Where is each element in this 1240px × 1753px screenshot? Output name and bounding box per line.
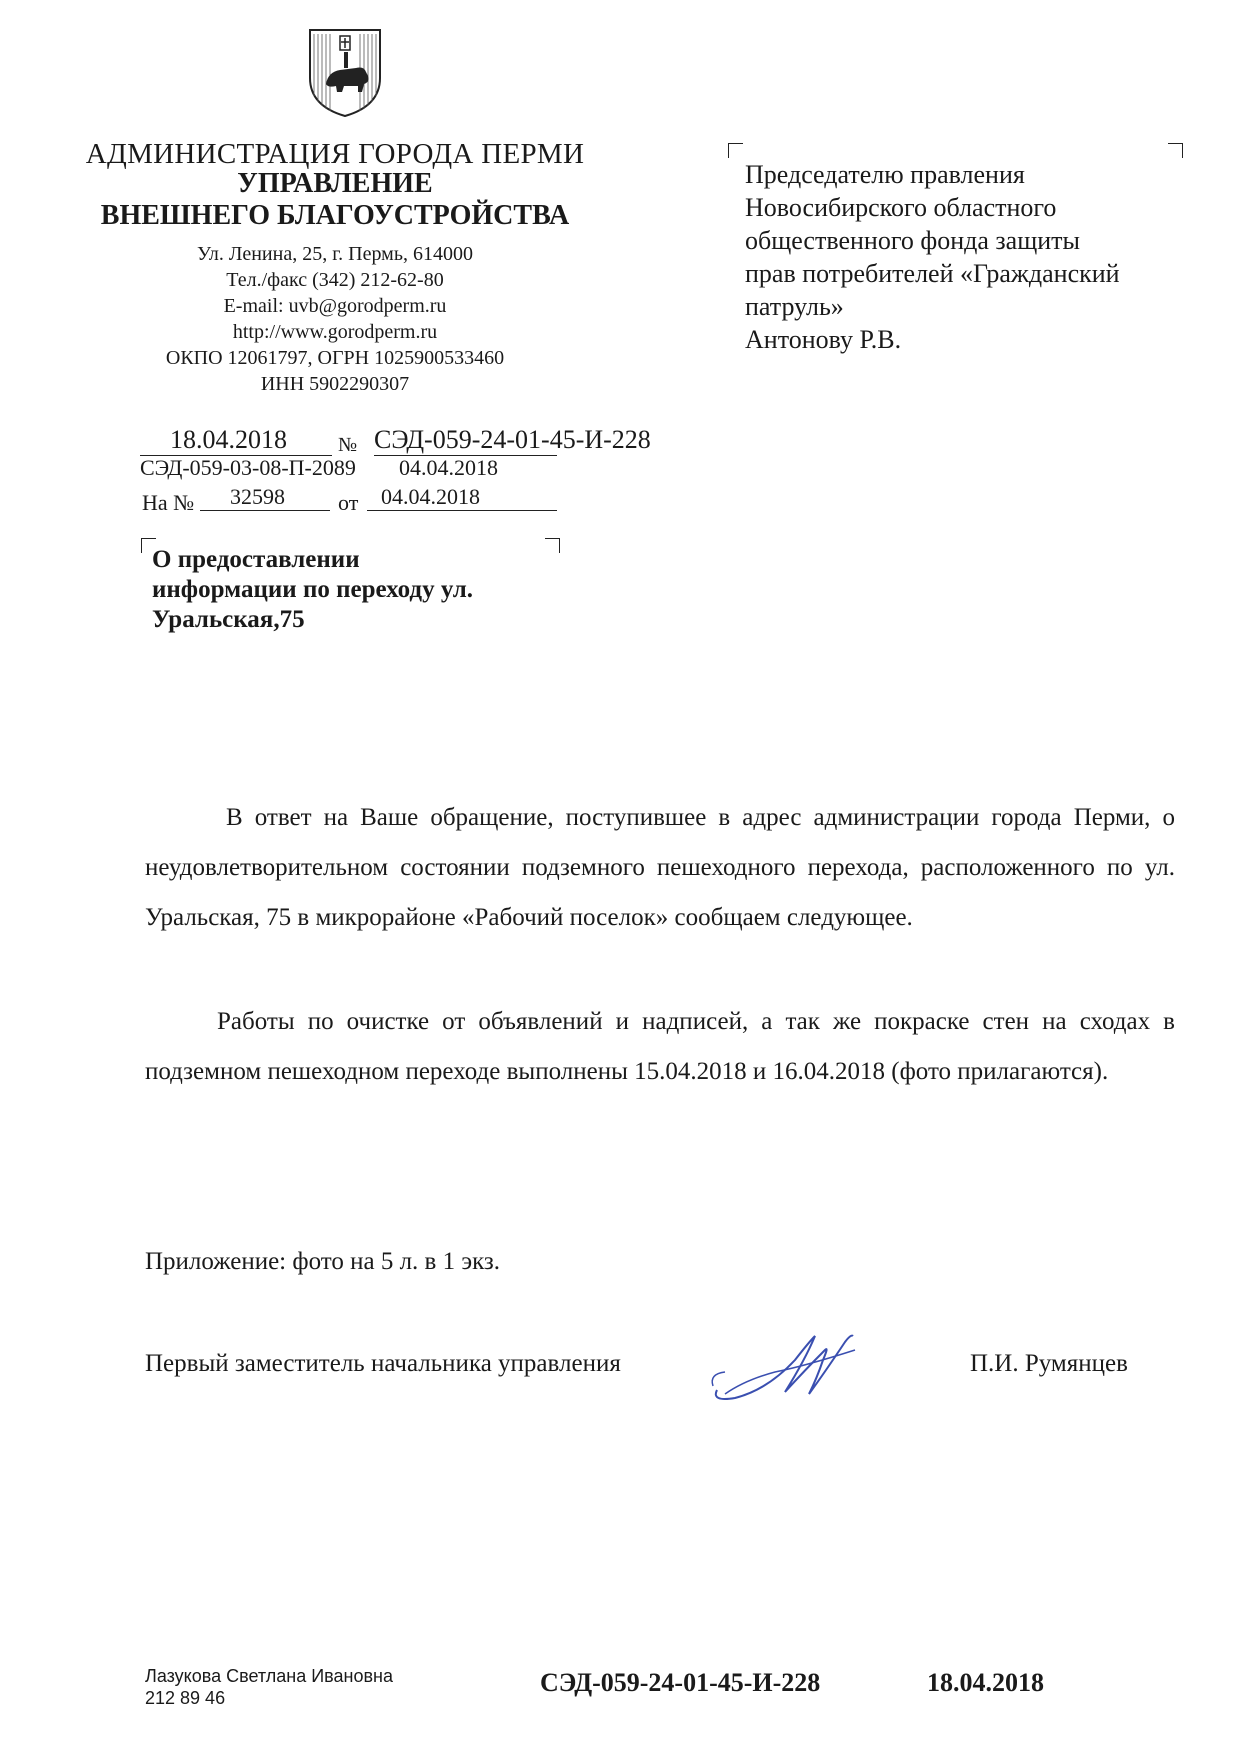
recipient-line: общественного фонда защиты (745, 226, 1080, 255)
recipient-block (745, 158, 1205, 356)
department-name-line-2: ВНЕШНЕГО БЛАГОУСТРОЙСТВА (100, 200, 570, 231)
recipient-line: Председателю правления (745, 160, 1025, 189)
email: E-mail: uvb@gorodperm.ru (223, 295, 447, 317)
footer-document-number: СЭД-059-24-01-45-И-228 (540, 1668, 821, 1697)
recipient-corner-top-right (1168, 143, 1183, 158)
subject-block (152, 545, 473, 635)
inn: ИНН 5902290307 (260, 373, 410, 395)
executor-info (145, 1665, 393, 1709)
subject-corner-top-right (545, 538, 560, 553)
subject-line: Уральская,75 (152, 606, 305, 633)
reply-number: 32598 (200, 484, 330, 511)
signatory-position: Первый заместитель начальника управления (145, 1350, 621, 1377)
footer-document-date: 18.04.2018 (927, 1668, 1044, 1697)
address: Ул. Ленина, 25, г. Пермь, 614000 (197, 243, 473, 265)
website: http://www.gorodperm.ru (232, 321, 438, 343)
signatory-name: П.И. Румянцев (970, 1350, 1128, 1377)
subject-line: О предоставлении (152, 546, 360, 573)
executor-name: Лазукова Светлана Ивановна (145, 1666, 393, 1686)
phone: Тел./факс (342) 212-62-80 (226, 269, 444, 291)
recipient-line: Новосибирского областного (745, 193, 1057, 222)
subject-line: информации по переходу ул. (152, 576, 473, 603)
handwritten-signature (705, 1320, 875, 1410)
recipient-name: Антонову Р.В. (745, 325, 902, 354)
recipient-corner-top-left (728, 143, 743, 158)
registration-number: СЭД-059-24-01-45-И-228 (374, 425, 651, 454)
attachment-note: Приложение: фото на 5 л. в 1 экз. (145, 1248, 501, 1275)
coat-of-arms-emblem (304, 26, 386, 118)
number-label: № (338, 434, 358, 456)
registration-date: 18.04.2018 (140, 425, 332, 456)
body-paragraph-1: В ответ на Ваше обращение, поступившее в адрес администрации города Перми, о неудовлетворительном состоянии подземного пешеходного перехода, расположенного по ул. Уральская, 75 в микрорайоне «Рабочий поселок» сообщаем следующее. (145, 804, 1175, 931)
registration-codes: ОКПО 12061797, ОГРН 1025900533460 (165, 347, 505, 369)
recipient-line: патруль» (745, 292, 844, 321)
organization-name: АДМИНИСТРАЦИЯ ГОРОДА ПЕРМИ (85, 138, 585, 170)
reply-date: 04.04.2018 (367, 484, 557, 511)
internal-reference: СЭД-059-03-08-П-2089 (140, 455, 356, 480)
from-label: от (338, 490, 359, 515)
reply-label: На № (142, 490, 195, 515)
body-paragraph-2: Работы по очистке от объявлений и надписей, а так же покраске стен на сходах в подземном пешеходном переходе выполнены 15.04.2018 и 16.04.2018 (фото прилагаются). (145, 1008, 1175, 1085)
recipient-line: прав потребителей «Гражданский (745, 259, 1120, 288)
executor-phone: 212 89 46 (145, 1688, 226, 1708)
department-name-line-1: УПРАВЛЕНИЕ (237, 168, 433, 199)
internal-reference-date: 04.04.2018 (399, 455, 498, 480)
